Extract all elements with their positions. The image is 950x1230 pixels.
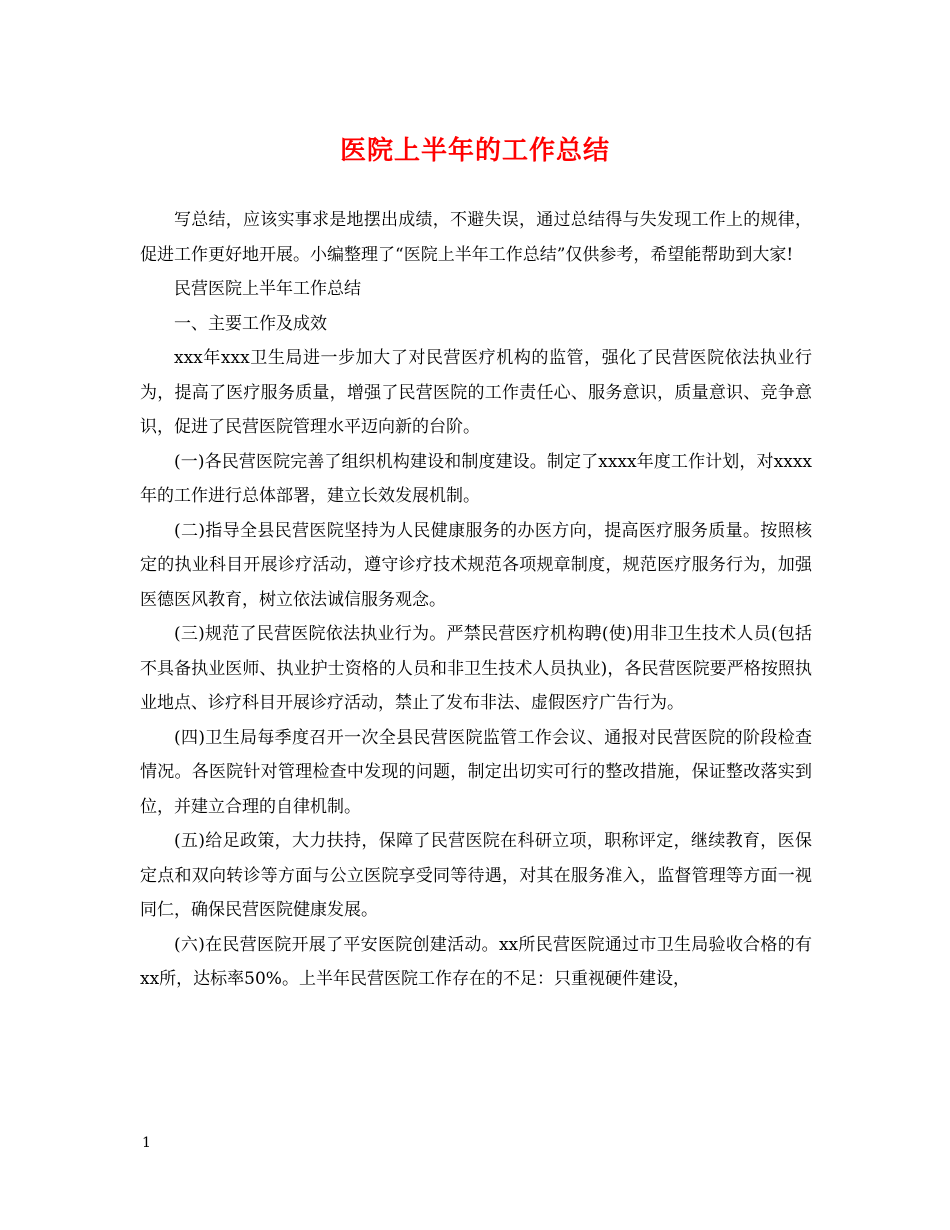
body-paragraph: (一)各民营医院完善了组织机构建设和制度建设。制定了xxxx年度工作计划，对xxxx年的工作进行总体部署，建立长效发展机制。 [140, 451, 812, 506]
document-body [140, 203, 812, 997]
body-paragraph: (六)在民营医院开展了平安医院创建活动。xx所民营医院通过市卫生局验收合格的有xx所，达标率50%。上半年民营医院工作存在的不足：只重视硬件建设， [140, 934, 812, 989]
intro-paragraph: 写总结，应该实事求是地摆出成绩，不避失误，通过总结得与失发现工作上的规律，促进工作更好地开展。小编整理了“医院上半年工作总结”仅供参考，希望能帮助到大家! [140, 210, 812, 265]
body-paragraph: (四)卫生局每季度召开一次全县民营医院监管工作会议、通报对民营医院的阶段检查情况。各医院针对管理检查中发现的问题，制定出切实可行的整改措施，保证整改落实到位，并建立合理的自律机制。 [140, 727, 812, 817]
body-paragraph: xxx年xxx卫生局进一步加大了对民营医疗机构的监管，强化了民营医院依法执业行为，提高了医疗服务质量，增强了民营医院的工作责任心、服务意识，质量意识、竞争意识，促进了民营医院管理水平迈向新的台阶。 [140, 348, 812, 437]
section-heading: 民营医院上半年工作总结 [174, 279, 361, 299]
document-title: 医院上半年的工作总结 [339, 136, 610, 166]
body-paragraph: (二)指导全县民营医院坚持为人民健康服务的办医方向，提高医疗服务质量。按照核定的执业科目开展诊疗活动，遵守诊疗技术规范各项规章制度，规范医疗服务行为，加强医德医风教育，树立依法诚信服务观念。 [140, 520, 812, 610]
page-number: 1 [142, 1135, 151, 1151]
body-paragraph: (五)给足政策，大力扶持，保障了民营医院在科研立项，职称评定，继续教育，医保定点和双向转诊等方面与公立医院享受同等待遇，对其在服务准入，监督管理等方面一视同仁，确保民营医院健康发展。 [140, 831, 812, 920]
subsection-heading: 一、主要工作及成效 [174, 313, 327, 334]
body-paragraph: (三)规范了民营医院依法执业行为。严禁民营医疗机构聘(使)用非卫生技术人员(包括不具备执业医师、执业护士资格的人员和非卫生技术人员执业)，各民营医院要严格按照执业地点、诊疗科目开展诊疗活动，禁止了发布非法、虚假医疗广告行为。 [140, 624, 812, 713]
